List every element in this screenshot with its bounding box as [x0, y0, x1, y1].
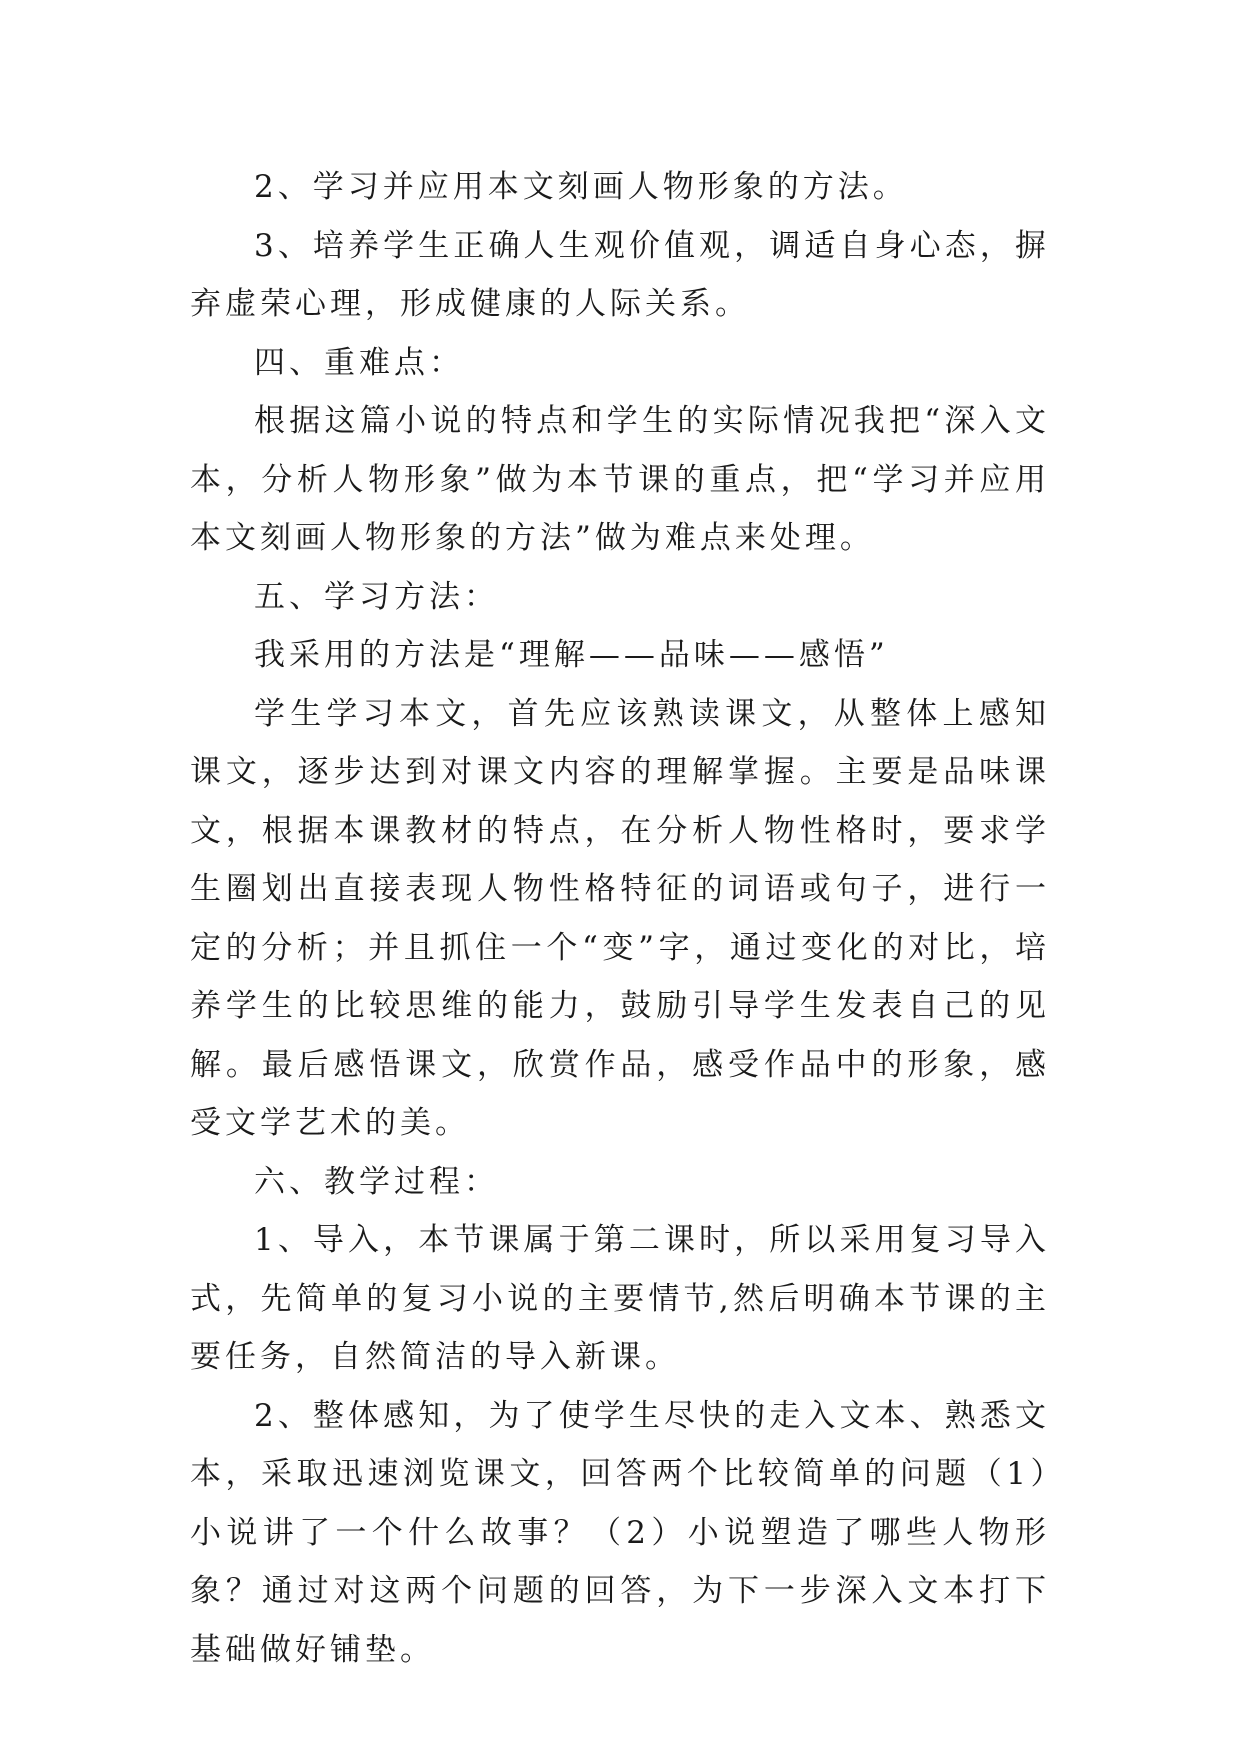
heading-teaching-process: 六、教学过程：: [254, 1163, 499, 1200]
paragraph-process-overview: 2、整体感知，为了使学生尽快的走入文本、熟悉文本，采取迅速浏览课文，回答两个比较简单的问题（1）小说讲了一个什么故事？（2）小说塑造了哪些人物形象？通过对这两个问题的回答，为下一步深入文本打下基础做好铺垫。: [190, 1397, 1050, 1668]
heading-learning-methods: 五、学习方法：: [254, 578, 499, 615]
paragraph-key-points: 根据这篇小说的特点和学生的实际情况我把“深入文本，分析人物形象”做为本节课的重点，把“学习并应用本文刻画人物形象的方法”做为难点来处理。: [190, 403, 1050, 556]
heading-key-points: 四、重难点：: [254, 344, 464, 381]
document-body: [190, 158, 1050, 1679]
paragraph-objective-3: 3、培养学生正确人生观价值观，调适自身心态，摒弃虚荣心理，形成健康的人际关系。: [190, 227, 1050, 322]
paragraph-method-detail: 学生学习本文，首先应该熟读课文，从整体上感知课文，逐步达到对课文内容的理解掌握。主要是品味课文，根据本课教材的特点，在分析人物性格时，要求学生圈划出直接表现人物性格特征的词语或句子，进行一定的分析；并且抓住一个“变”字，通过变化的对比，培养学生的比较思维的能力，鼓励引导学生发表自己的见解。最后感悟课文，欣赏作品，感受作品中的形象，感受文学艺术的美。: [190, 695, 1050, 1141]
paragraph-method-summary: 我采用的方法是“理解——品味——感悟”: [254, 637, 889, 673]
paragraph-objective-2: 2、学习并应用本文刻画人物形象的方法。: [254, 169, 908, 205]
paragraph-process-intro: 1、导入，本节课属于第二课时，所以采用复习导入式，先简单的复习小说的主要情节,然后明确本节课的主要任务，自然简洁的导入新课。: [190, 1222, 1050, 1375]
